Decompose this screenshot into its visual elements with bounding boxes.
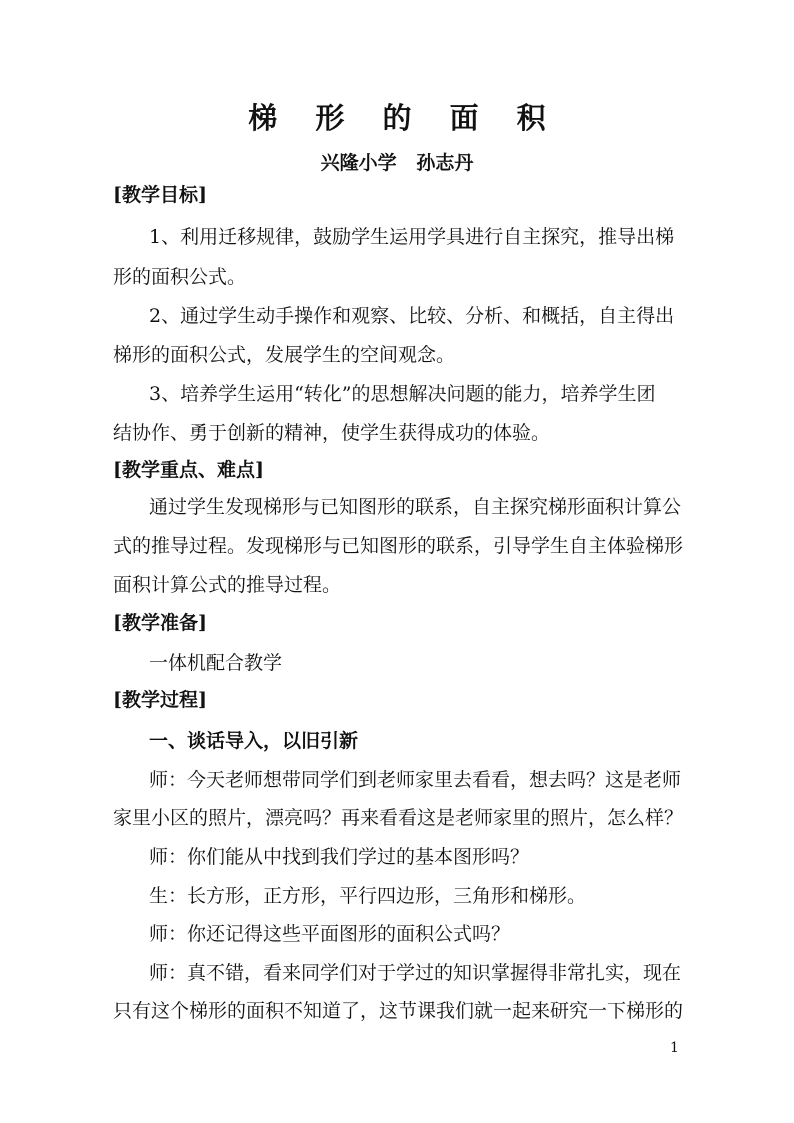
document-author: 兴隆小学 孙志丹: [320, 152, 474, 174]
paragraph-line: 只有这个梯形的面积不知道了，这节课我们就一起来研究一下梯形的: [113, 1000, 684, 1022]
paragraph-line: 生：长方形，正方形，平行四边形，三角形和梯形。: [149, 885, 587, 907]
paragraph-line: 形的面积公式。: [113, 266, 247, 288]
document-title: 梯 形 的 面 积: [248, 101, 560, 135]
paragraph-line: 一体机配合教学: [149, 652, 283, 674]
paragraph-line: 面积计算公式的推导过程。: [113, 574, 342, 596]
paragraph-line: 结协作、勇于创新的精神，使学生获得成功的体验。: [113, 422, 551, 444]
paragraph-line: 师：今天老师想带同学们到老师家里去看看，想去吗？这是老师: [149, 769, 682, 791]
paragraph-line: 梯形的面积公式，发展学生的空间观念。: [113, 344, 456, 366]
paragraph-line: 师：你还记得这些平面图形的面积公式吗？: [149, 923, 511, 945]
section-heading-focus: [教学重点、难点]: [113, 459, 264, 481]
section-heading-prep: [教学准备]: [113, 612, 207, 634]
paragraph-line: 师：真不错，看来同学们对于学过的知识掌握得非常扎实，现在: [149, 962, 682, 984]
paragraph-line: 2、通过学生动手操作和观察、比较、分析、和概括，自主得出: [149, 305, 675, 327]
paragraph-line: 3、培养学生运用“转化”的思想解决问题的能力，培养学生团: [149, 383, 656, 405]
section-heading-goals: [教学目标]: [113, 184, 207, 206]
paragraph-line: 1、利用迁移规律，鼓励学生运用学具进行自主探究，推导出梯: [149, 226, 675, 248]
page-number: 1: [670, 1040, 679, 1056]
paragraph-line: 通过学生发现梯形与已知图形的联系，自主探究梯形面积计算公: [149, 496, 682, 518]
subheading-intro: 一、谈话导入，以旧引新: [149, 730, 359, 752]
paragraph-line: 师：你们能从中找到我们学过的基本图形吗？: [149, 846, 530, 868]
section-heading-process: [教学过程]: [113, 689, 207, 711]
paragraph-line: 式的推导过程。发现梯形与已知图形的联系，引导学生自主体验梯形: [113, 535, 684, 557]
paragraph-line: 家里小区的照片，漂亮吗？再来看看这是老师家里的照片，怎么样？: [113, 807, 684, 829]
